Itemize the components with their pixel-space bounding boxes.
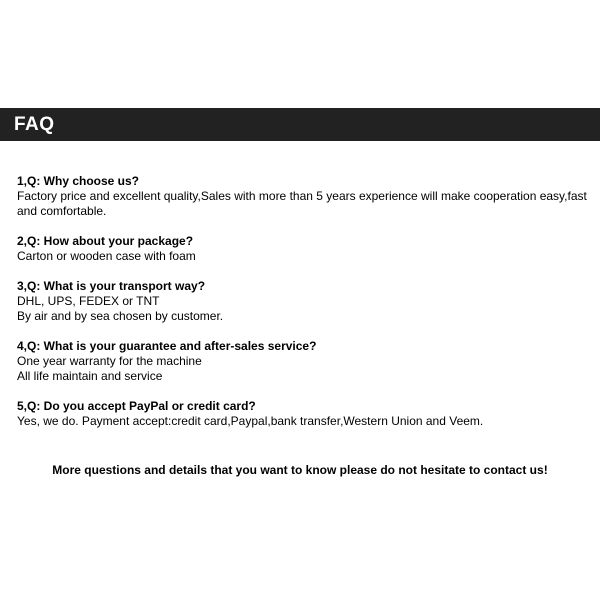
faq-header-bar (0, 108, 600, 141)
faq-item (17, 339, 587, 384)
faq-question: 2,Q: How about your package? (17, 234, 194, 248)
faq-question: 3,Q: What is your transport way? (17, 279, 206, 293)
faq-answer: By air and by sea chosen by customer. (17, 309, 224, 323)
faq-item (17, 279, 587, 324)
faq-question: 4,Q: What is your guarantee and after-sales service? (17, 339, 317, 353)
contact-note: More questions and details that you want to know please do not hesitate to contact us! (52, 463, 548, 477)
faq-question: 5,Q: Do you accept PayPal or credit card? (17, 399, 256, 413)
faq-item (17, 399, 587, 429)
faq-answer: DHL, UPS, FEDEX or TNT (17, 294, 160, 308)
faq-answer: All life maintain and service (17, 369, 163, 383)
faq-list (17, 174, 587, 444)
faq-question: 1,Q: Why choose us? (17, 174, 140, 188)
faq-answer: Yes, we do. Payment accept:credit card,Paypal,bank transfer,Western Union and Veem. (17, 414, 484, 428)
faq-answer: Carton or wooden case with foam (17, 249, 196, 263)
faq-item (17, 174, 587, 219)
faq-answer: One year warranty for the machine (17, 354, 202, 368)
faq-answer: Factory price and excellent quality,Sales with more than 5 years experience will make cooperation easy,fast and comfortable. (17, 189, 587, 218)
faq-title: FAQ (14, 114, 55, 135)
faq-item (17, 234, 587, 264)
